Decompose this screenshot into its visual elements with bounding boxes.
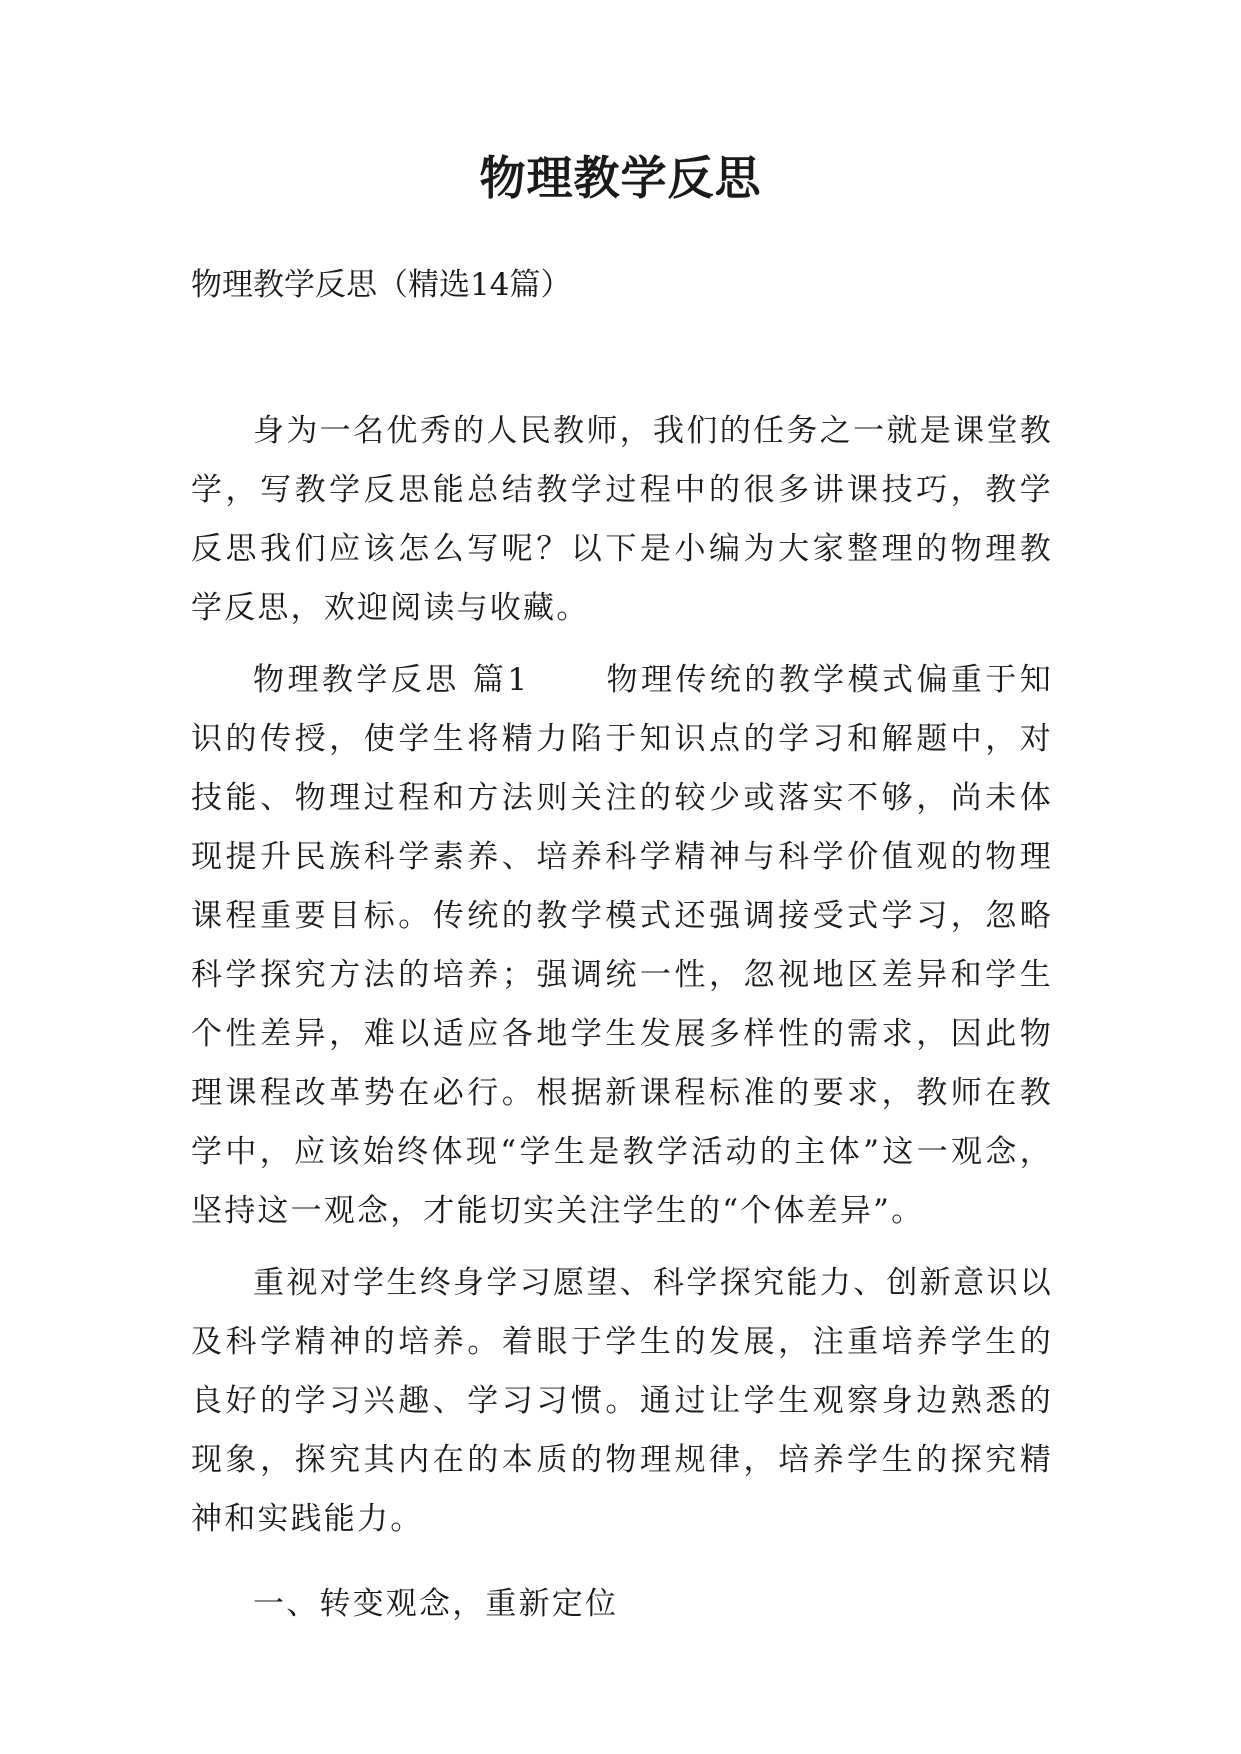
section-heading-1: 一、转变观念，重新定位	[253, 1586, 619, 1622]
paragraph-2: 重视对学生终身学习愿望、科学探究能力、创新意识以及科学精神的培养。着眼于学生的发展，注重培养学生的良好的学习兴趣、学习习惯。通过让学生观察身边熟悉的现象，探究其内在的本质的物理规律，培养学生的探究精神和实践能力。	[191, 1265, 1053, 1537]
document-title: 物理教学反思	[479, 151, 762, 205]
intro-paragraph: 身为一名优秀的人民教师，我们的任务之一就是课堂教学，写教学反思能总结教学过程中的很多讲课技巧，教学反思我们应该怎么写呢？以下是小编为大家整理的物理教学反思，欢迎阅读与收藏。	[191, 413, 1053, 626]
section-1-text: 物理传统的教学模式偏重于知识的传授，使学生将精力陷于知识点的学习和解题中，对技能、物理过程和方法则关注的较少或落实不够，尚未体现提升民族科学素养、培养科学精神与科学价值观的物理课程重要目标。传统的教学模式还强调接受式学习，忽略科学探究方法的培养；强调统一性，忽视地区差异和学生个性差异，难以适应各地学生发展多样性的需求，因此物理课程改革势在必行。根据新课程标准的要求，教师在教学中，应该始终体现“学生是教学活动的主体”这一观念，坚持这一观念，才能切实关注学生的“个体差异”。	[191, 662, 1053, 1229]
document-subtitle: 物理教学反思（精选14篇）	[191, 267, 572, 303]
section-1-label: 物理教学反思 篇1	[253, 662, 530, 698]
document-body	[191, 402, 1053, 1634]
section-1-paragraph	[191, 651, 1053, 1241]
